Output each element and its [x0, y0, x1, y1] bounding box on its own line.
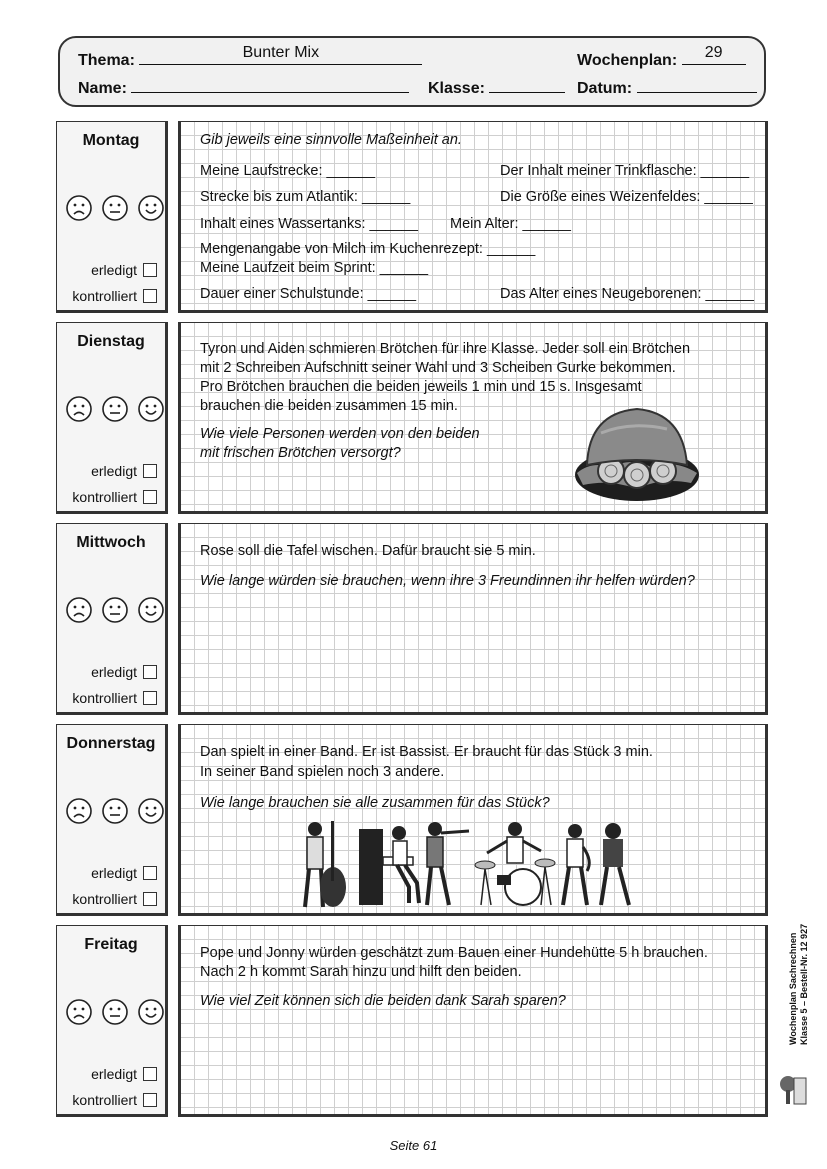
- task-line: Der Inhalt meiner Trinkflasche: ______: [500, 163, 750, 179]
- task-question: Wie viel Zeit können sich die beiden dank Sarah sparen?: [200, 993, 566, 1009]
- neutral-face-icon[interactable]: [101, 596, 129, 624]
- happy-face-icon[interactable]: [137, 194, 165, 222]
- erledigt-label: erledigt: [91, 463, 137, 479]
- day-sidebar: [56, 322, 168, 514]
- erledigt-label: erledigt: [91, 262, 137, 278]
- klasse-label: Klasse:: [428, 80, 485, 97]
- kontrolliert-check: [72, 489, 157, 505]
- kontrolliert-label: kontrolliert: [72, 1092, 137, 1108]
- klasse-field[interactable]: [489, 76, 565, 93]
- task-line: Mein Alter: ______: [450, 216, 571, 232]
- task-line: Nach 2 h kommt Sarah hinzu und hilft den beiden.: [200, 964, 522, 980]
- task-line: mit 2 Schreiben Aufschnitt seiner Wahl und 3 Scheiben Gurke bekommen.: [200, 360, 676, 376]
- task-line: Strecke bis zum Atlantik: ______: [200, 189, 411, 205]
- wochenplan-field[interactable]: [682, 44, 746, 65]
- erledigt-check: [91, 262, 157, 278]
- band-illustration: [301, 817, 637, 911]
- wochenplan-value: 29: [704, 44, 723, 61]
- kontrolliert-checkbox[interactable]: [143, 691, 157, 705]
- day-name: Mittwoch: [76, 534, 146, 551]
- page-number: Seite 61: [389, 1138, 438, 1153]
- smiley-rating: [65, 395, 165, 423]
- task-question: Wie lange brauchen sie alle zusammen für das Stück?: [200, 795, 550, 811]
- erledigt-label: erledigt: [91, 664, 137, 680]
- smiley-rating: [65, 797, 165, 825]
- task-area: [178, 322, 768, 514]
- day-sidebar: [56, 724, 168, 916]
- kontrolliert-label: kontrolliert: [72, 288, 137, 304]
- day-name: Donnerstag: [66, 735, 156, 752]
- day-name: Freitag: [84, 936, 138, 953]
- task-line: Die Größe eines Weizenfeldes: ______: [500, 189, 753, 205]
- neutral-face-icon[interactable]: [101, 797, 129, 825]
- wochenplan-row: [577, 44, 746, 70]
- kontrolliert-check: [72, 891, 157, 907]
- task-line: In seiner Band spielen noch 3 andere.: [200, 764, 445, 780]
- sad-face-icon[interactable]: [65, 998, 93, 1026]
- happy-face-icon[interactable]: [137, 998, 165, 1026]
- sad-face-icon[interactable]: [65, 797, 93, 825]
- neutral-face-icon[interactable]: [101, 395, 129, 423]
- datum-label: Datum:: [577, 80, 633, 97]
- task-line: brauchen die beiden zusammen 15 min.: [200, 398, 458, 414]
- sad-face-icon[interactable]: [65, 596, 93, 624]
- kontrolliert-check: [72, 690, 157, 706]
- thema-row: [78, 44, 422, 70]
- task-line: Das Alter eines Neugeborenen: ______: [500, 286, 754, 302]
- sad-face-icon[interactable]: [65, 395, 93, 423]
- task-line: Pro Brötchen brauchen die beiden jeweils 1 min und 15 s. Insgesamt: [200, 379, 642, 395]
- erledigt-check: [91, 463, 157, 479]
- erledigt-checkbox[interactable]: [143, 665, 157, 679]
- sandwich-illustration: [571, 403, 703, 507]
- kontrolliert-label: kontrolliert: [72, 489, 137, 505]
- task-question: Wie viele Personen werden von den beiden: [200, 426, 480, 442]
- task-area: [178, 925, 768, 1117]
- erledigt-checkbox[interactable]: [143, 263, 157, 277]
- day-name: Montag: [82, 132, 140, 149]
- task-line: Dauer einer Schulstunde: ______: [200, 286, 417, 302]
- datum-row: [577, 76, 757, 98]
- name-row: [78, 76, 409, 98]
- erledigt-check: [91, 664, 157, 680]
- day-sidebar: [56, 925, 168, 1117]
- kontrolliert-label: kontrolliert: [72, 891, 137, 907]
- day-block-donnerstag: [56, 724, 768, 916]
- happy-face-icon[interactable]: [137, 395, 165, 423]
- day-sidebar: [56, 121, 168, 313]
- sad-face-icon[interactable]: [65, 194, 93, 222]
- task-area: [178, 724, 768, 916]
- datum-field[interactable]: [637, 76, 757, 93]
- task-question: Wie lange würden sie brauchen, wenn ihre 3 Freundinnen ihr helfen würden?: [200, 573, 695, 589]
- publisher-logo-icon: [778, 1072, 808, 1108]
- erledigt-checkbox[interactable]: [143, 866, 157, 880]
- day-block-montag: [56, 121, 768, 313]
- task-line: Meine Laufstrecke: ______: [200, 163, 375, 179]
- task-area: [178, 523, 768, 715]
- erledigt-checkbox[interactable]: [143, 1067, 157, 1081]
- erledigt-check: [91, 865, 157, 881]
- kontrolliert-checkbox[interactable]: [143, 490, 157, 504]
- side-line: Klasse 5 – Bestell-Nr. 12 927: [799, 923, 809, 1045]
- wochenplan-label: Wochenplan:: [577, 52, 678, 69]
- task-area: [178, 121, 768, 313]
- smiley-rating: [65, 596, 165, 624]
- task-line: Dan spielt in einer Band. Er ist Bassist. Er braucht für das Stück 3 min.: [200, 744, 653, 760]
- kontrolliert-label: kontrolliert: [72, 690, 137, 706]
- name-label: Name:: [78, 80, 127, 97]
- thema-field[interactable]: [139, 44, 422, 65]
- task-line: Mengenangabe von Milch im Kuchenrezept: ______: [200, 241, 536, 257]
- erledigt-label: erledigt: [91, 865, 137, 881]
- side-product-info: [788, 924, 810, 1045]
- task-line: Tyron und Aiden schmieren Brötchen für ihre Klasse. Jeder soll ein Brötchen: [200, 341, 691, 357]
- kontrolliert-checkbox[interactable]: [143, 289, 157, 303]
- task-line: Rose soll die Tafel wischen. Dafür braucht sie 5 min.: [200, 543, 536, 559]
- erledigt-checkbox[interactable]: [143, 464, 157, 478]
- task-line: Inhalt eines Wassertanks: ______: [200, 216, 418, 232]
- task-line: Meine Laufzeit beim Sprint: ______: [200, 260, 429, 276]
- worksheet-header: [58, 36, 766, 107]
- task-question: mit frischen Brötchen versorgt?: [200, 445, 401, 461]
- smiley-rating: [65, 998, 165, 1026]
- kontrolliert-check: [72, 288, 157, 304]
- neutral-face-icon[interactable]: [101, 998, 129, 1026]
- task-instruction: Gib jeweils eine sinnvolle Maßeinheit an.: [200, 132, 462, 148]
- day-block-mittwoch: [56, 523, 768, 715]
- erledigt-check: [91, 1066, 157, 1082]
- day-block-freitag: [56, 925, 768, 1117]
- erledigt-label: erledigt: [91, 1066, 137, 1082]
- day-sidebar: [56, 523, 168, 715]
- day-name: Dienstag: [77, 333, 145, 350]
- klasse-row: [428, 76, 565, 98]
- kontrolliert-checkbox[interactable]: [143, 892, 157, 906]
- kontrolliert-check: [72, 1092, 157, 1108]
- happy-face-icon[interactable]: [137, 596, 165, 624]
- kontrolliert-checkbox[interactable]: [143, 1093, 157, 1107]
- task-line: Pope und Jonny würden geschätzt zum Bauen einer Hundehütte 5 h brauchen.: [200, 945, 708, 961]
- day-block-dienstag: [56, 322, 768, 514]
- happy-face-icon[interactable]: [137, 797, 165, 825]
- name-field[interactable]: [131, 76, 409, 93]
- smiley-rating: [65, 194, 165, 222]
- neutral-face-icon[interactable]: [101, 194, 129, 222]
- thema-value: Bunter Mix: [242, 44, 320, 61]
- thema-label: Thema:: [78, 52, 135, 69]
- side-line: Wochenplan Sachrechnen: [788, 932, 798, 1045]
